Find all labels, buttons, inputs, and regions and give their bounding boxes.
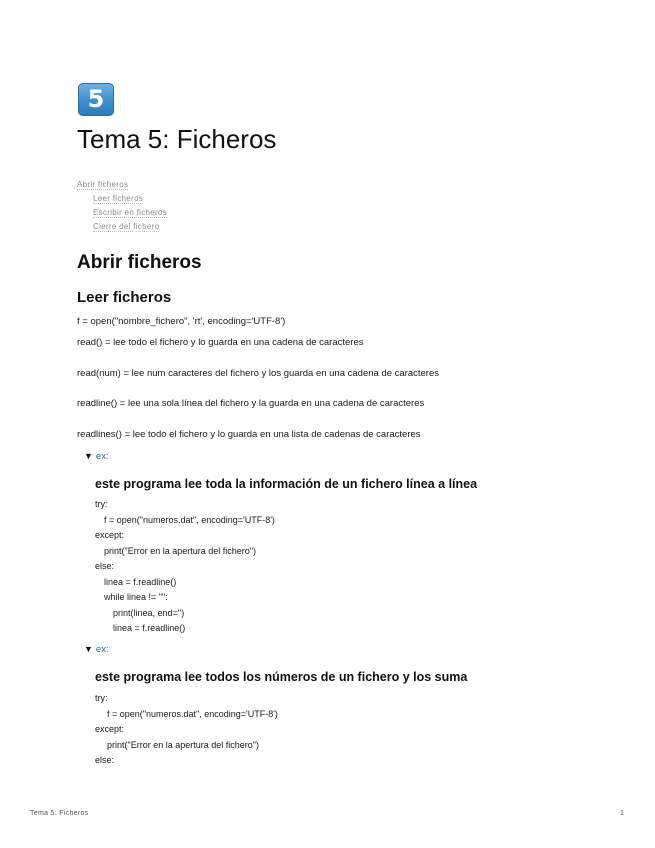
code-line: try: [95, 693, 108, 703]
example-heading: este programa lee todos los números de un fichero y los suma [95, 670, 468, 684]
text-line: readline() = lee una sola línea del fichero y la guarda en una cadena de caracteres [77, 398, 425, 409]
text-line: readlines() = lee todo el fichero y lo guarda en una lista de cadenas de caracteres [77, 429, 421, 440]
footer-title: Tema 5: Ficheros [30, 810, 89, 817]
details-toggle[interactable] [84, 644, 109, 655]
text-line: read() = lee todo el fichero y lo guarda en una cadena de caracteres [77, 337, 364, 348]
page-number: 1 [620, 810, 624, 817]
details-summary-label: ex: [95, 451, 109, 462]
keycap-five-icon: 5 [78, 83, 114, 116]
toc-item-abrir-ficheros[interactable]: Abrir ficheros [77, 180, 129, 189]
section-heading: Abrir ficheros [77, 252, 202, 273]
code-line: while linea != "": [104, 592, 168, 602]
code-block [95, 691, 278, 769]
code-line: linea = f.readline() [104, 576, 177, 587]
code-line: f = open("numeros.dat", encoding='UTF-8') [104, 514, 275, 525]
example-heading: este programa lee toda la información de un fichero línea a línea [95, 477, 478, 491]
text-line: read(num) = lee num caracteres del fichero y los guarda en una cadena de caracteres [77, 368, 439, 379]
code-line: except: [95, 530, 125, 540]
toc-item-leer-ficheros[interactable]: Leer ficheros [93, 194, 144, 203]
page-title: Tema 5: Ficheros [77, 124, 277, 154]
text-line: f = open("nombre_fichero", 'rt', encoding='UTF-8') [77, 316, 286, 327]
code-block [95, 497, 275, 637]
details-summary-label: ex: [95, 644, 109, 655]
code-line: print("Error en la apertura del fichero") [104, 545, 256, 556]
code-line: except: [95, 724, 125, 734]
toc-item-escribir-ficheros[interactable]: Escribir en ficheros [93, 208, 168, 217]
code-line: print(linea, end='') [113, 607, 185, 618]
code-line: else: [95, 561, 115, 571]
details-toggle[interactable] [84, 451, 109, 462]
subsection-heading: Leer ficheros [77, 289, 172, 306]
code-line: print("Error en la apertura del fichero") [107, 739, 259, 750]
triangle-down-icon: ▼ [84, 451, 93, 461]
toc-item-cierre-fichero[interactable]: Cierre del fichero [93, 222, 160, 231]
table-of-contents [77, 178, 167, 234]
code-line: else: [95, 755, 115, 765]
code-line: linea = f.readline() [113, 623, 186, 633]
code-line: f = open("numeros.dat", encoding='UTF-8') [107, 708, 278, 719]
code-line: try: [95, 499, 108, 509]
triangle-down-icon: ▼ [84, 644, 93, 654]
